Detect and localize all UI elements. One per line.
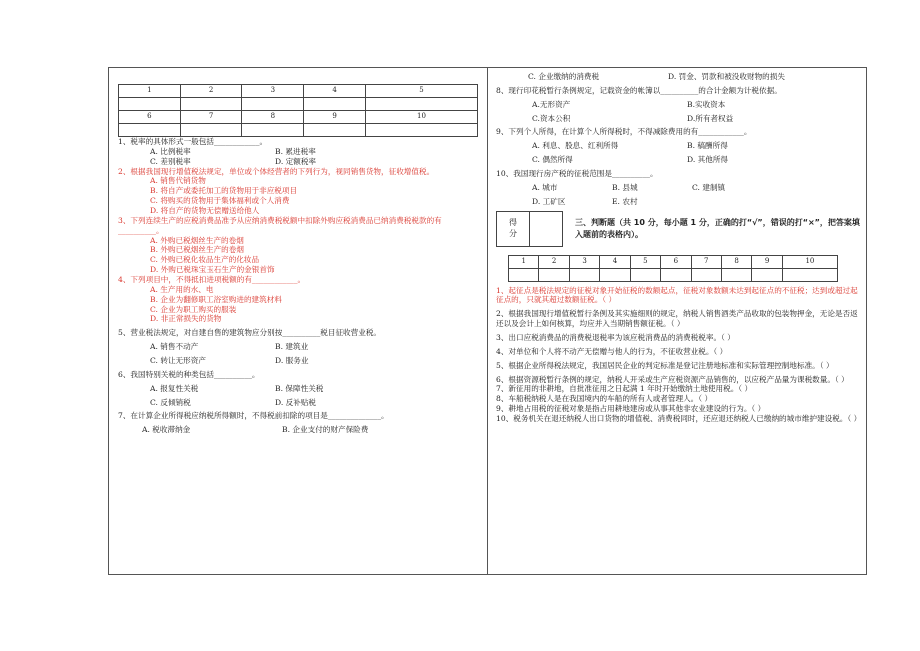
answer-grid-row (119, 85, 478, 98)
answer-grid-cell: 2 (180, 85, 242, 98)
option: B. 企业为翻修职工浴室购进的建筑材料 (150, 294, 282, 304)
option: B. 县城 (612, 182, 638, 192)
option: D. 外购已税珠宝玉石生产的金银首饰 (150, 265, 275, 275)
tf-answer-cell[interactable] (509, 268, 539, 281)
tf-grid-cell: 5 (630, 255, 660, 268)
score-label-char: 分 (509, 228, 517, 238)
question-9-options (496, 141, 861, 151)
tf-answer-cell[interactable] (691, 268, 721, 281)
option: A. 比例税率 (150, 146, 191, 156)
question-2: 2、根据我国现行增值税法规定，单位或个体经营者的下列行为，视同销售货物，征收增值税。 (118, 166, 435, 176)
answer-grid-cell: 5 (365, 85, 477, 98)
option: D. 服务业 (275, 356, 309, 366)
option: C.资本公积 (532, 113, 571, 123)
tf-grid-cell: 6 (661, 255, 691, 268)
option: B.实收资本 (687, 99, 726, 109)
tf-question-2: 2、根据我国现行增值税暂行条例及其实施细则的规定，纳税人销售酒类产品收取的包装物押金，无论是否返还以及会计上如何核算，均应并入当期销售额征税。（ ） (496, 309, 858, 329)
answer-cell[interactable] (242, 124, 304, 137)
question-7-options-continued (496, 72, 861, 82)
option: C. 反倾销税 (150, 397, 191, 407)
question-2-options (118, 176, 478, 215)
question-9: 9、下列个人所得，在计算个人所得税时，不得减除费用的有____________。 (496, 127, 752, 137)
tf-answer-cell[interactable] (600, 268, 630, 281)
option: A. 销售代销货物 (150, 176, 206, 186)
section-3-header (496, 211, 861, 247)
tf-grid-cell: 2 (539, 255, 569, 268)
tf-answer-cell[interactable] (752, 268, 782, 281)
tf-grid-row (509, 255, 838, 268)
tf-grid-cell: 8 (721, 255, 751, 268)
answer-grid-row (119, 111, 478, 124)
option: C. 企业缴纳的消费税 (528, 72, 600, 81)
tf-grid-cell: 1 (509, 255, 539, 268)
option: B. 外购已税烟丝生产的卷烟 (150, 245, 244, 255)
answer-grid-cell: 9 (304, 111, 366, 124)
question-6: 6、我国特别关税的种类包括__________。 (118, 369, 260, 379)
option: B. 稿酬所得 (687, 141, 728, 151)
score-label (497, 212, 530, 246)
score-label-char: 得 (509, 218, 517, 228)
left-column (118, 84, 478, 435)
option: D. 将自产的货物无偿赠送给他人 (150, 206, 260, 216)
answer-cell[interactable] (304, 98, 366, 111)
tf-answer-cell[interactable] (539, 268, 569, 281)
answer-cell[interactable] (119, 98, 181, 111)
answer-grid (118, 84, 478, 137)
score-entry-cell[interactable] (530, 212, 562, 246)
answer-cell[interactable] (119, 124, 181, 137)
answer-grid-cell: 7 (180, 111, 242, 124)
option: D. 罚金、罚款和被没收财物的损失 (668, 72, 785, 81)
answer-grid-cell: 3 (242, 85, 304, 98)
option: B. 保障性关税 (275, 383, 324, 393)
column-divider (487, 67, 488, 575)
tf-question-6: 6、根据资源税暂行条例的规定，纳税人开采或生产应税资源产品销售的，以应税产品量为课税数量。（ ） (496, 374, 849, 384)
tf-answer-cell[interactable] (569, 268, 599, 281)
option: B. 累进税率 (275, 146, 316, 156)
answer-cell[interactable] (365, 98, 477, 111)
option: C. 将购买的货物用于集体福利或个人消费 (150, 196, 290, 206)
option: D. 反补贴税 (275, 397, 317, 407)
answer-grid-cell: 10 (365, 111, 477, 124)
option: B. 将自产或委托加工的货物用于非应税项目 (150, 186, 298, 196)
option: A.无形资产 (532, 99, 571, 109)
question-6-options (118, 384, 478, 394)
tf-question-3: 3、出口应税消费品的消费税退税率为该应税消费品的消费税税率。（ ） (496, 333, 735, 343)
tf-question-10: 10、税务机关在退还纳税人出口货物的增值税、消费税同时，还应退还纳税人已缴纳的城市维护建设税。（ ） (496, 414, 862, 424)
option: C. 偶然所得 (532, 155, 573, 165)
question-1-options (118, 147, 478, 167)
tf-grid-cell: 7 (691, 255, 721, 268)
option: E. 农村 (612, 196, 638, 206)
answer-grid-row (119, 98, 478, 111)
answer-cell[interactable] (365, 124, 477, 137)
answer-grid-cell: 8 (242, 111, 304, 124)
tf-question-8: 8、车船税纳税人是在我国境内的车船的所有人或者管理人。（ ） (496, 394, 713, 404)
answer-cell[interactable] (180, 124, 242, 137)
option: A. 税收滞纳金 (142, 425, 191, 435)
tf-question-9: 9、耕地占用税的征税对象是指占用耕地建房或从事其他非农业建设的行为。（ ） (496, 404, 766, 414)
right-column (496, 72, 861, 424)
question-7: 7、在计算企业所得税应纳税所得额时，不得税前扣除的项目是______________。 (118, 411, 389, 421)
option: A. 外购已税烟丝生产的卷烟 (150, 235, 244, 245)
option: B. 企业支付的财产保险费 (282, 425, 369, 435)
tf-answer-cell[interactable] (782, 268, 837, 281)
section-3-title: 三、判断题（共 10 分，每小题 1 分，正确的打“√”，错误的打“×”，把答案填入题前的表格内）。 (575, 217, 860, 239)
question-1: 1、税率的具体形式一般包括____________。 (118, 137, 268, 146)
question-5-options-row2 (118, 356, 478, 366)
answer-cell[interactable] (242, 98, 304, 111)
tf-answer-cell[interactable] (630, 268, 660, 281)
question-4: 4、下列项目中，不得抵扣进项税额的有____________。 (118, 275, 306, 285)
option: D. 非正常损失的货物 (150, 314, 222, 324)
tf-grid-cell: 4 (600, 255, 630, 268)
question-10-options (496, 183, 861, 193)
tf-question-5: 5、根据企业所得税法规定，我国居民企业的判定标准是登记注册地标准和实际管理控制地标准。（ ） (496, 360, 834, 370)
answer-cell[interactable] (304, 124, 366, 137)
option: A. 报复性关税 (150, 383, 199, 393)
option: A. 城市 (532, 182, 558, 192)
option: A. 销售不动产 (150, 342, 199, 352)
answer-cell[interactable] (180, 98, 242, 111)
tf-question-4: 4、对单位和个人将不动产无偿赠与他人的行为，不征收营业税。（ ） (496, 346, 728, 356)
answer-grid-row (119, 124, 478, 137)
question-3: 3、下列连续生产的应税消费品准予从应纳消费税税额中扣除外购应税消费品已纳消费税税款的有__________。 (118, 215, 442, 235)
question-8-options (496, 100, 861, 110)
question-10-options-row2 (496, 197, 861, 207)
question-8: 8、现行印花税暂行条例规定，记载资金的帐簿以__________的合计金额为计税依据。 (496, 85, 782, 95)
tf-grid-cell: 10 (782, 255, 837, 268)
option: C. 转让无形资产 (150, 356, 206, 366)
tf-grid-row (509, 268, 838, 281)
option: C. 差别税率 (150, 156, 191, 166)
question-6-options-row2 (118, 398, 478, 408)
question-8-options-row2 (496, 114, 861, 124)
answer-grid-cell: 4 (304, 85, 366, 98)
answer-grid-cell: 1 (119, 85, 181, 98)
tf-answer-cell[interactable] (721, 268, 751, 281)
question-5-options (118, 342, 478, 352)
option: D. 其他所得 (687, 155, 729, 165)
question-4-options (118, 285, 478, 324)
option: B. 建筑业 (275, 342, 309, 352)
tf-answer-grid (508, 255, 838, 282)
question-9-options-row2 (496, 155, 861, 165)
question-10: 10、我国现行房产税的征税范围是__________。 (496, 169, 658, 179)
tf-grid-cell: 9 (752, 255, 782, 268)
option: D. 定额税率 (275, 156, 317, 166)
tf-question-7: 7、新征用的非耕地，自批准征用之日起满 1 年时开始缴纳土地使用税。（ ） (496, 384, 753, 394)
option: A. 生产用的水、电 (150, 284, 214, 294)
option: A. 利息、股息、红利所得 (532, 141, 619, 151)
option: D. 工矿区 (532, 196, 566, 206)
question-7-options (118, 425, 478, 435)
answer-grid-cell: 6 (119, 111, 181, 124)
tf-question-1: 1、起征点是税法规定的征税对象开始征税的数额起点，征税对象数额未达到起征点的不征税；达到或超过起征点的，只就其超过数额征税。（ ） (496, 285, 858, 305)
question-3-options (118, 236, 478, 275)
option: C. 建制镇 (692, 182, 726, 192)
option: C. 企业为职工购买的服装 (150, 304, 237, 314)
tf-grid-cell: 3 (569, 255, 599, 268)
tf-answer-cell[interactable] (661, 268, 691, 281)
option: D.所有者权益 (687, 113, 734, 123)
question-5: 5、营业税法规定，对自建自售的建筑物应分别按__________税目征收营业税。 (118, 328, 382, 338)
option: C. 外购已税化妆品生产的化妆品 (150, 255, 260, 265)
score-box (496, 211, 563, 247)
